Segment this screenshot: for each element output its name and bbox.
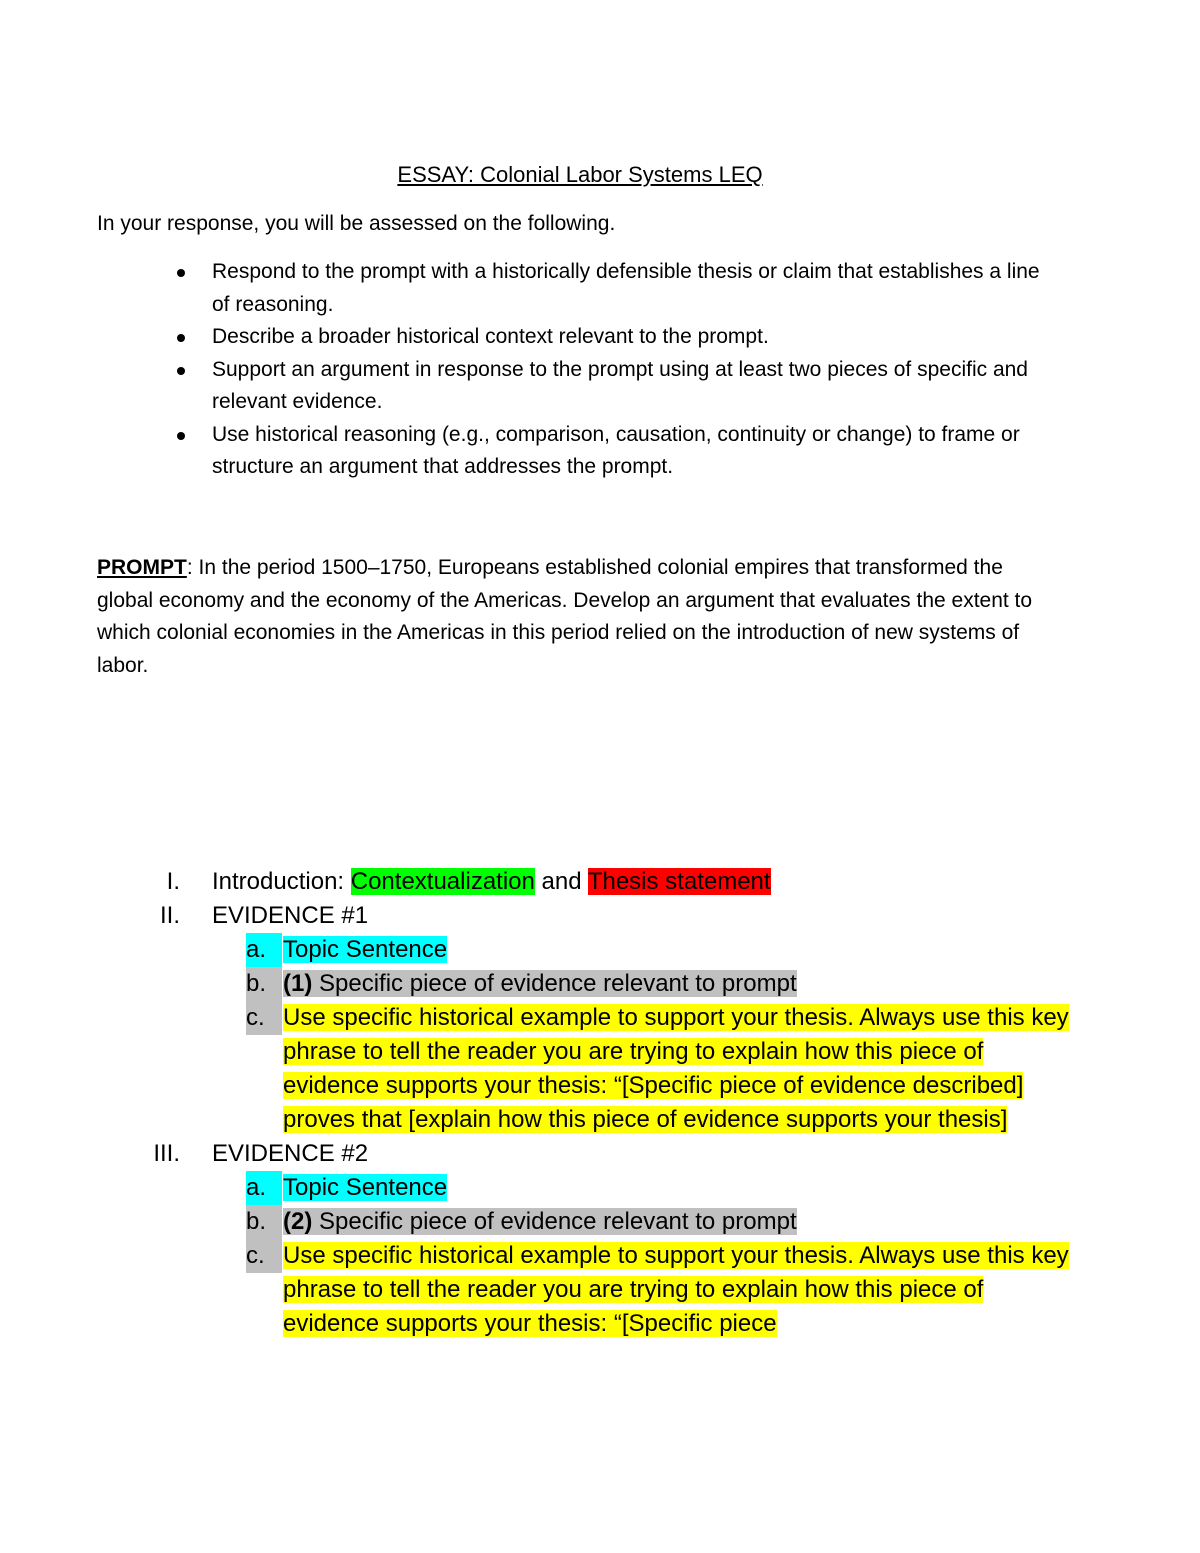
evidence-number: (2) [283,1208,313,1235]
roman-numeral: II. [159,902,180,929]
roman-numeral: III. [153,1140,180,1167]
sub-item-topic-sentence [0,1171,1200,1205]
evidence-text: Specific piece of evidence relevant to prompt [312,970,797,997]
evidence-text: Specific piece of evidence relevant to prompt [312,1208,797,1235]
bullet-icon [177,432,185,440]
contextualization-highlight: Contextualization [350,868,535,895]
evidence-number: (1) [283,970,313,997]
roman-numeral: I. [166,868,180,895]
criterion-text: Support an argument in response to the prompt using at least two pieces of specific and relevant evidence. [212,357,1028,413]
sub-letter: c. [246,1001,282,1035]
intro-heading [212,865,771,899]
outline-section-evidence-2 [0,1137,1200,1171]
sub-letter: c. [246,1239,282,1273]
sub-letter: a. [246,933,282,967]
outline-section-evidence-1 [0,899,1200,933]
list-item [97,419,1057,484]
sub-letter: b. [246,1205,282,1239]
bullet-icon [177,269,185,277]
prompt-paragraph [97,552,1047,682]
explanation-text: Use specific historical example to support your thesis. Always use this key phrase to tell the reader you are trying to explain how this piece of evidence supports your thesis: “[Specific piece [283,1242,1069,1337]
criterion-text: Respond to the prompt with a historically defensible thesis or claim that establishes a line of reasoning. [212,260,1040,316]
topic-sentence-text: Topic Sentence [283,936,448,963]
outline-section-intro [0,865,1200,899]
criterion-text: Use historical reasoning (e.g., comparison, causation, continuity or change) to frame or structure an argument that addresses the prompt. [212,422,1020,478]
sub-item-evidence [0,967,1200,1001]
bullet-icon [177,334,185,342]
topic-sentence-text: Topic Sentence [283,1174,448,1201]
evidence-heading: EVIDENCE #1 [212,902,369,929]
prompt-label: PROMPT [97,556,187,579]
list-item [97,354,1057,419]
prompt-text: : In the period 1500–1750, Europeans established colonial empires that transformed the global economy and the economy of the Americas. Develop an argument that evaluates the extent to which colonial economies in the Americas in this period relied on the introduction of new systems of labor. [97,556,1033,677]
criterion-text: Describe a broader historical context relevant to the prompt. [212,325,769,348]
sub-item-explanation [0,1001,1200,1137]
sub-letter: a. [246,1171,282,1205]
sub-letter: b. [246,967,282,1001]
list-item [97,321,1057,354]
list-item [97,256,1057,321]
essay-outline [0,865,1200,1341]
sub-item-explanation [0,1239,1200,1341]
sub-item-evidence [0,1205,1200,1239]
thesis-highlight: Thesis statement [587,868,771,895]
explanation-text: Use specific historical example to support your thesis. Always use this key phrase to tell the reader you are trying to explain how this piece of evidence supports your thesis: “[Specific piece of evidence described] proves that [explain how this piece of evidence supports your thesis] [283,1004,1069,1133]
and-text: and [534,868,588,895]
intro-prefix: Introduction: [212,868,351,895]
intro-text: In your response, you will be assessed on the following. [97,212,616,235]
bullet-icon [177,367,185,375]
sub-item-topic-sentence [0,933,1200,967]
essay-title: ESSAY: Colonial Labor Systems LEQ [397,162,763,187]
criteria-list [97,256,1057,484]
evidence-heading: EVIDENCE #2 [212,1140,369,1167]
